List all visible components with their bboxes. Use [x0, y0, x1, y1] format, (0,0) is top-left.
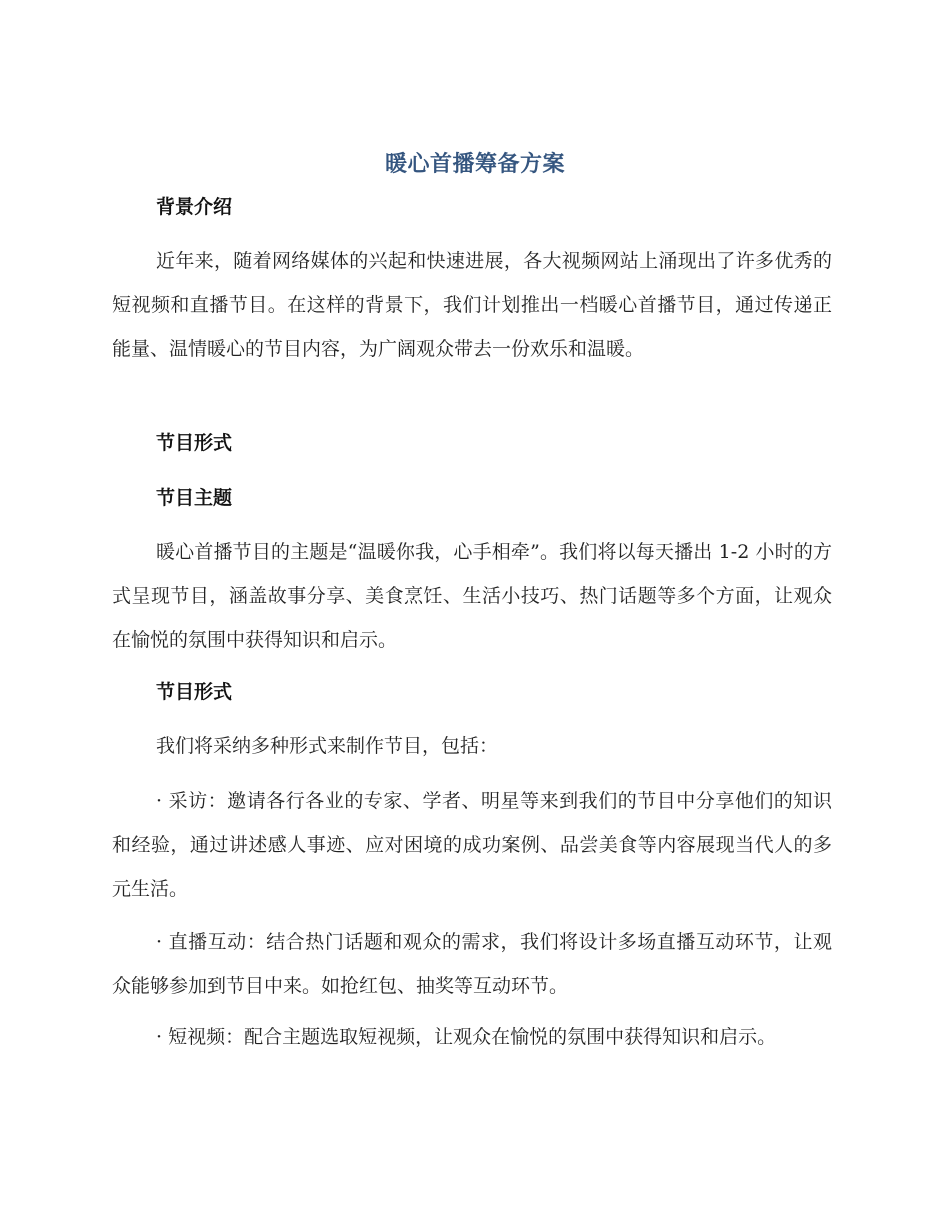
- section-heading-format-2: 节目形式: [156, 681, 233, 703]
- paragraph-background: 近年来，随着网络媒体的兴起和快速进展，各大视频网站上涌现出了许多优秀的短视频和直播节目。在这样的背景下，我们计划推出一档暖心首播节目，通过传递正能量、温情暖心的节目内容，为广阔观众带去一份欢乐和温暖。: [112, 250, 832, 360]
- list-item-live-interaction: · 直播互动：结合热门话题和观众的需求，我们将设计多场直播互动环节，让观众能够参加到节目中来。如抢红包、抽奖等互动环节。: [112, 931, 832, 997]
- section-heading-background: 背景介绍: [156, 196, 233, 218]
- section-heading-format: 节目形式: [156, 432, 233, 454]
- section-heading-theme: 节目主题: [156, 487, 233, 509]
- list-item-short-video: · 短视频：配合主题选取短视频，让观众在愉悦的氛围中获得知识和启示。: [156, 1026, 777, 1048]
- paragraph-format-intro: 我们将采纳多种形式来制作节目，包括：: [156, 735, 499, 757]
- paragraph-theme: 暖心首播节目的主题是“温暖你我，心手相牵”。我们将以每天播出 1-2 小时的方式呈现节目，涵盖故事分享、美食烹饪、生活小技巧、热门话题等多个方面，让观众在愉悦的氛围中获得知识和启示。: [112, 541, 832, 651]
- list-item-interview: · 采访：邀请各行各业的专家、学者、明星等来到我们的节目中分享他们的知识和经验，通过讲述感人事迹、应对困境的成功案例、品尝美食等内容展现当代人的多元生活。: [112, 790, 832, 900]
- document-title: 暖心首播筹备方案: [384, 152, 565, 177]
